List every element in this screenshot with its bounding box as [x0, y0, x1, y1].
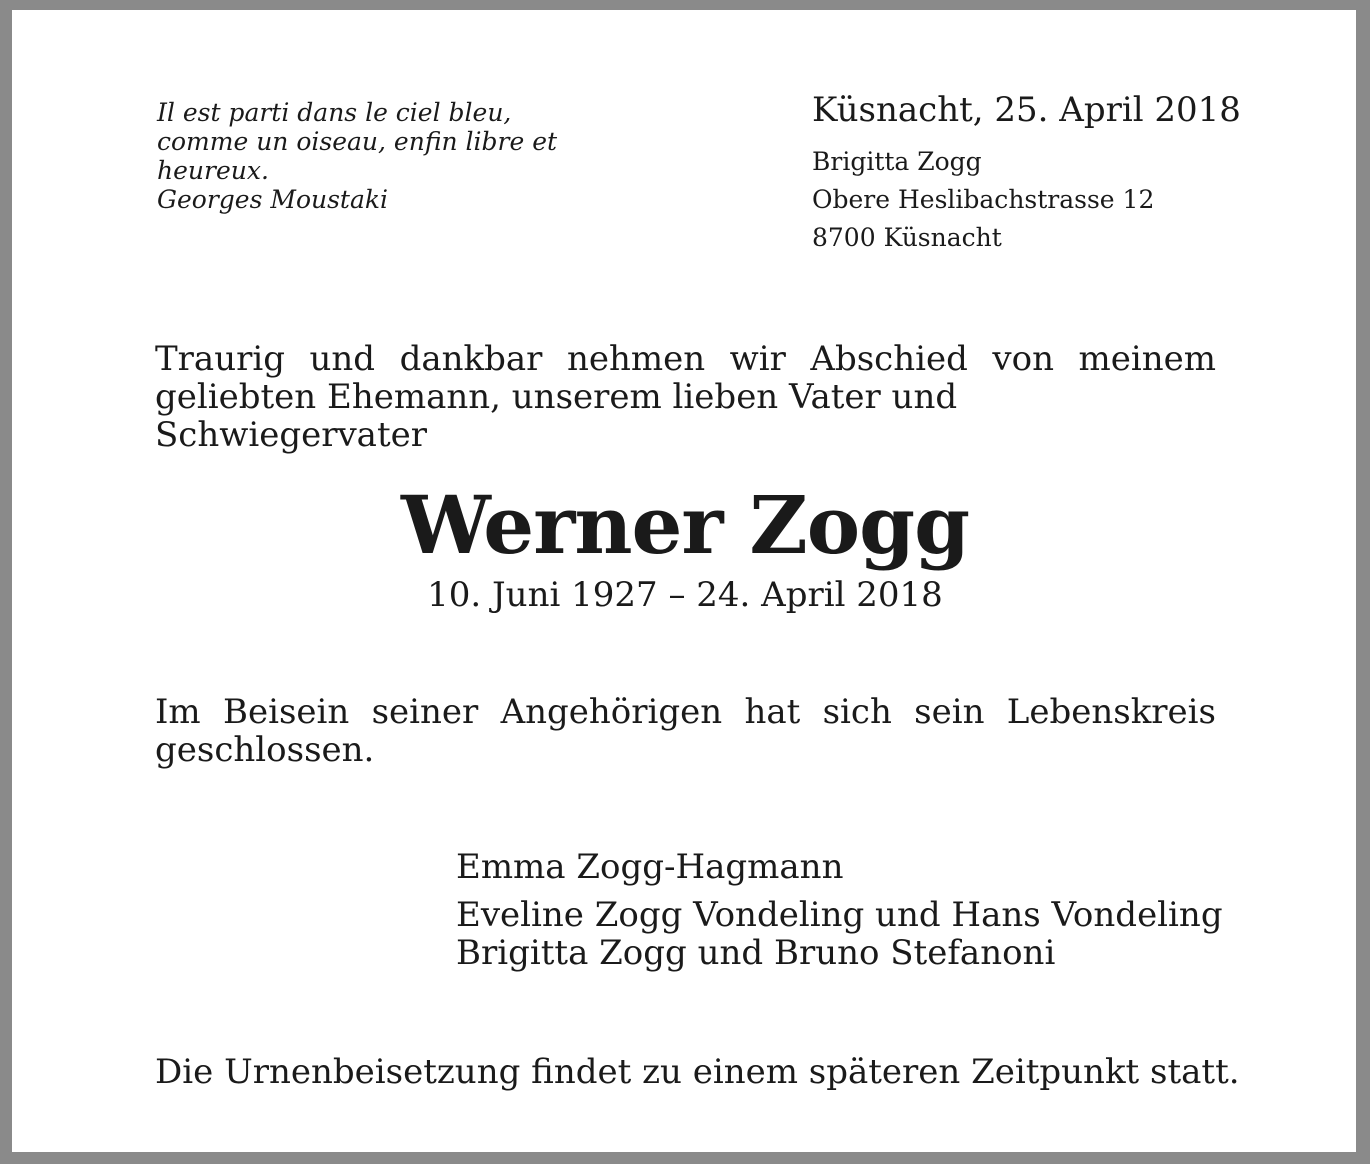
quote-line: comme un oiseau, enfin libre et [157, 127, 558, 156]
family-signatures [456, 848, 1223, 972]
intro-text [155, 340, 1216, 454]
spouse-name: Emma Zogg-Hagmann [456, 847, 844, 887]
sender-city: 8700 Küsnacht [812, 223, 1002, 252]
obituary-notice [12, 10, 1356, 1152]
deceased-name: Werner Zogg [400, 478, 970, 572]
life-dates: 10. Juni 1927 – 24. April 2018 [427, 575, 943, 615]
child-family: Brigitta Zogg und Bruno Stefanoni [456, 933, 1056, 973]
place-date: Küsnacht, 25. April 2018 [812, 90, 1241, 130]
sender-name: Brigitta Zogg [812, 147, 982, 176]
message-line: geschlossen. [155, 730, 375, 770]
quote-block [157, 98, 587, 214]
closing-note: Die Urnenbeisetzung findet zu einem späteren Zeitpunkt statt. [155, 1052, 1240, 1092]
child-family: Eveline Zogg Vondeling und Hans Vondeling [456, 895, 1223, 935]
sender-street: Obere Heslibachstrasse 12 [812, 185, 1155, 214]
intro-line: geliebten Ehemann, unserem lieben Vater und Schwiegervater [155, 377, 958, 455]
message-line: Im Beisein seiner Angehörigen hat sich sein Lebenskreis [155, 692, 1216, 732]
sender-address [812, 143, 1154, 257]
quote-line: heureux. [157, 156, 269, 185]
quote-line: Il est parti dans le ciel bleu, [157, 98, 512, 127]
message-text [155, 693, 1216, 769]
intro-line: Traurig und dankbar nehmen wir Abschied von meinem [155, 339, 1216, 379]
quote-author: Georges Moustaki [157, 185, 389, 214]
